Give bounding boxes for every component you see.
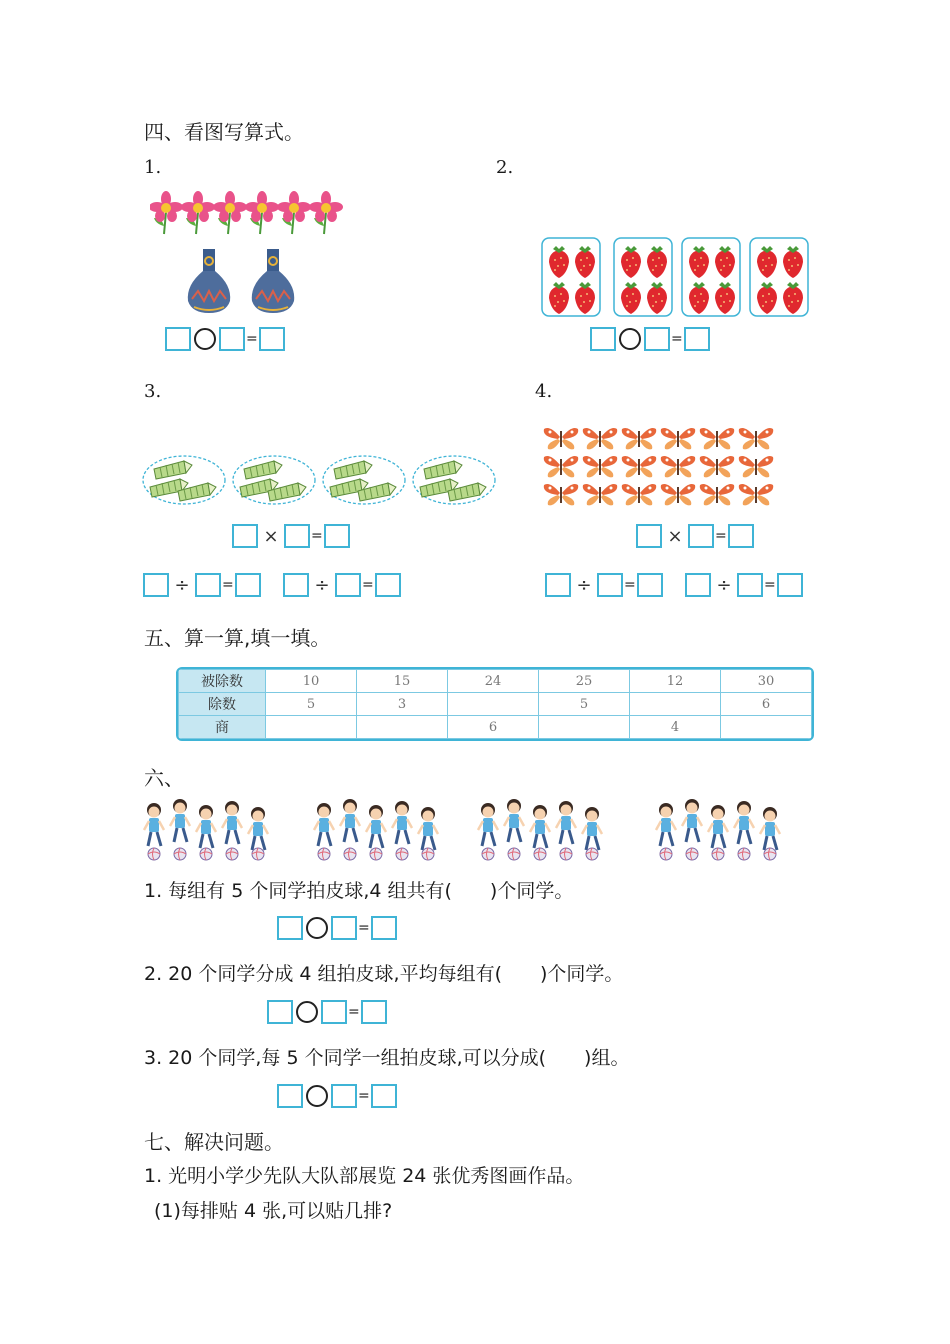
- table-cell[interactable]: 5: [539, 693, 630, 716]
- children-group-icon: [478, 799, 602, 860]
- table-cell: 10: [266, 670, 357, 693]
- table-row-divisor: [179, 693, 812, 716]
- section7-q1: 1. 光明小学少先队大队部展览 24 张优秀图画作品。: [144, 1165, 585, 1187]
- answer-box[interactable]: [644, 327, 670, 351]
- answer-box[interactable]: [321, 1000, 347, 1024]
- answer-box[interactable]: [371, 1084, 397, 1108]
- q3-divide-equation-b: [283, 573, 401, 597]
- divide-sign: ÷: [314, 574, 330, 596]
- strawberry-group-icon: [542, 238, 600, 316]
- section6-q2-equation: [267, 1000, 387, 1024]
- answer-box[interactable]: [277, 916, 303, 940]
- operator-circle[interactable]: [306, 917, 328, 939]
- answer-box[interactable]: [259, 327, 285, 351]
- table-cell: 25: [539, 670, 630, 693]
- table-cell[interactable]: 6: [721, 693, 812, 716]
- q3-label: 3.: [144, 381, 162, 402]
- times-sign: ×: [263, 525, 279, 547]
- strawberry-group-icon: [682, 238, 740, 316]
- answer-box[interactable]: [597, 573, 623, 597]
- answer-box[interactable]: [284, 524, 310, 548]
- table-cell: 15: [357, 670, 448, 693]
- answer-box[interactable]: [267, 1000, 293, 1024]
- q4-label: 4.: [535, 381, 553, 402]
- flower-icon: [309, 191, 343, 234]
- flower-icon: [245, 191, 279, 234]
- equals-sign: =: [671, 331, 683, 347]
- divide-sign: ÷: [716, 574, 732, 596]
- section6-q1-equation: [277, 916, 397, 940]
- equals-sign: =: [362, 577, 374, 593]
- equals-sign: =: [715, 528, 727, 544]
- q4-divide-equation-a: [545, 573, 663, 597]
- flower-icon: [181, 191, 215, 234]
- answer-box[interactable]: [232, 524, 258, 548]
- section7-q1-sub1: (1)每排贴 4 张,可以贴几排?: [154, 1200, 393, 1222]
- flowers-illustration: [150, 190, 350, 236]
- answer-box[interactable]: [165, 327, 191, 351]
- table-cell: 12: [630, 670, 721, 693]
- equals-sign: =: [624, 577, 636, 593]
- table-cell[interactable]: 3: [357, 693, 448, 716]
- q3-divide-equation-a: [143, 573, 261, 597]
- children-group-icon: [144, 799, 268, 860]
- answer-box[interactable]: [277, 1084, 303, 1108]
- table-cell[interactable]: [721, 716, 812, 739]
- q4-divide-equation-b: [685, 573, 803, 597]
- operator-circle[interactable]: [306, 1085, 328, 1107]
- table-cell[interactable]: [448, 693, 539, 716]
- strawberry-group-icon: [614, 238, 672, 316]
- division-table: [176, 667, 814, 741]
- divide-sign: ÷: [576, 574, 592, 596]
- table-cell: 24: [448, 670, 539, 693]
- answer-box[interactable]: [143, 573, 169, 597]
- bamboo-shoots-illustration: [140, 453, 500, 509]
- table-cell[interactable]: [630, 693, 721, 716]
- table-cell[interactable]: 4: [630, 716, 721, 739]
- butterflies-illustration: [542, 425, 776, 507]
- answer-box[interactable]: [335, 573, 361, 597]
- answer-box[interactable]: [361, 1000, 387, 1024]
- answer-box[interactable]: [637, 573, 663, 597]
- table-row-quotient: [179, 716, 812, 739]
- q3-multiply-equation: [232, 524, 350, 548]
- answer-box[interactable]: [219, 327, 245, 351]
- answer-box[interactable]: [590, 327, 616, 351]
- answer-box[interactable]: [195, 573, 221, 597]
- vases-illustration: [184, 247, 304, 317]
- answer-box[interactable]: [235, 573, 261, 597]
- butterfly-grid: [544, 428, 773, 505]
- children-playing-illustration: [142, 798, 806, 862]
- answer-box[interactable]: [545, 573, 571, 597]
- operator-circle[interactable]: [194, 328, 216, 350]
- section7-title: 七、解决问题。: [144, 1130, 284, 1154]
- answer-box[interactable]: [777, 573, 803, 597]
- section6-title: 六、: [144, 766, 184, 790]
- q2-equation: [590, 327, 710, 351]
- table-row-dividend: [179, 670, 812, 693]
- children-group-icon: [314, 799, 438, 860]
- row-label: 除数: [179, 693, 266, 716]
- equals-sign: =: [311, 528, 323, 544]
- strawberry-group-icon: [750, 238, 808, 316]
- strawberries-illustration: [540, 236, 810, 320]
- plate-icon: [323, 456, 405, 504]
- row-label: 被除数: [179, 670, 266, 693]
- q1-label: 1.: [144, 157, 162, 178]
- answer-box[interactable]: [331, 1084, 357, 1108]
- plate-icon: [413, 456, 495, 504]
- flower-icon: [277, 191, 311, 234]
- answer-box[interactable]: [371, 916, 397, 940]
- q4-multiply-equation: [636, 524, 754, 548]
- table-cell: 30: [721, 670, 812, 693]
- operator-circle[interactable]: [619, 328, 641, 350]
- answer-box[interactable]: [324, 524, 350, 548]
- answer-box[interactable]: [688, 524, 714, 548]
- table-cell[interactable]: [539, 716, 630, 739]
- q2-label: 2.: [496, 157, 514, 178]
- answer-box[interactable]: [737, 573, 763, 597]
- row-label: 商: [179, 716, 266, 739]
- vase-icon: [252, 249, 294, 313]
- divide-sign: ÷: [174, 574, 190, 596]
- flower-icon: [213, 191, 247, 234]
- vase-icon: [188, 249, 230, 313]
- answer-box[interactable]: [684, 327, 710, 351]
- flower-icon: [150, 191, 183, 234]
- table-cell[interactable]: 5: [266, 693, 357, 716]
- answer-box[interactable]: [685, 573, 711, 597]
- children-group-icon: [656, 799, 780, 860]
- section6-q3: 3. 20 个同学,每 5 个同学一组拍皮球,可以分成( )组。: [144, 1047, 630, 1069]
- table-cell[interactable]: 6: [448, 716, 539, 739]
- section5-title: 五、算一算,填一填。: [144, 626, 331, 650]
- times-sign: ×: [667, 525, 683, 547]
- section6-q2: 2. 20 个同学分成 4 组拍皮球,平均每组有( )个同学。: [144, 963, 624, 985]
- table-cell[interactable]: [357, 716, 448, 739]
- answer-box[interactable]: [636, 524, 662, 548]
- equals-sign: =: [222, 577, 234, 593]
- table-cell[interactable]: [266, 716, 357, 739]
- operator-circle[interactable]: [296, 1001, 318, 1023]
- q1-equation: [165, 327, 285, 351]
- equals-sign: =: [764, 577, 776, 593]
- section6-q3-equation: [277, 1084, 397, 1108]
- section6-q1: 1. 每组有 5 个同学拍皮球,4 组共有( )个同学。: [144, 880, 574, 902]
- plate-icon: [143, 456, 225, 504]
- section4-title: 四、看图写算式。: [144, 120, 304, 144]
- equals-sign: =: [358, 1088, 370, 1104]
- equals-sign: =: [348, 1004, 360, 1020]
- answer-box[interactable]: [375, 573, 401, 597]
- equals-sign: =: [358, 920, 370, 936]
- plate-icon: [233, 456, 315, 504]
- answer-box[interactable]: [728, 524, 754, 548]
- answer-box[interactable]: [283, 573, 309, 597]
- answer-box[interactable]: [331, 916, 357, 940]
- equals-sign: =: [246, 331, 258, 347]
